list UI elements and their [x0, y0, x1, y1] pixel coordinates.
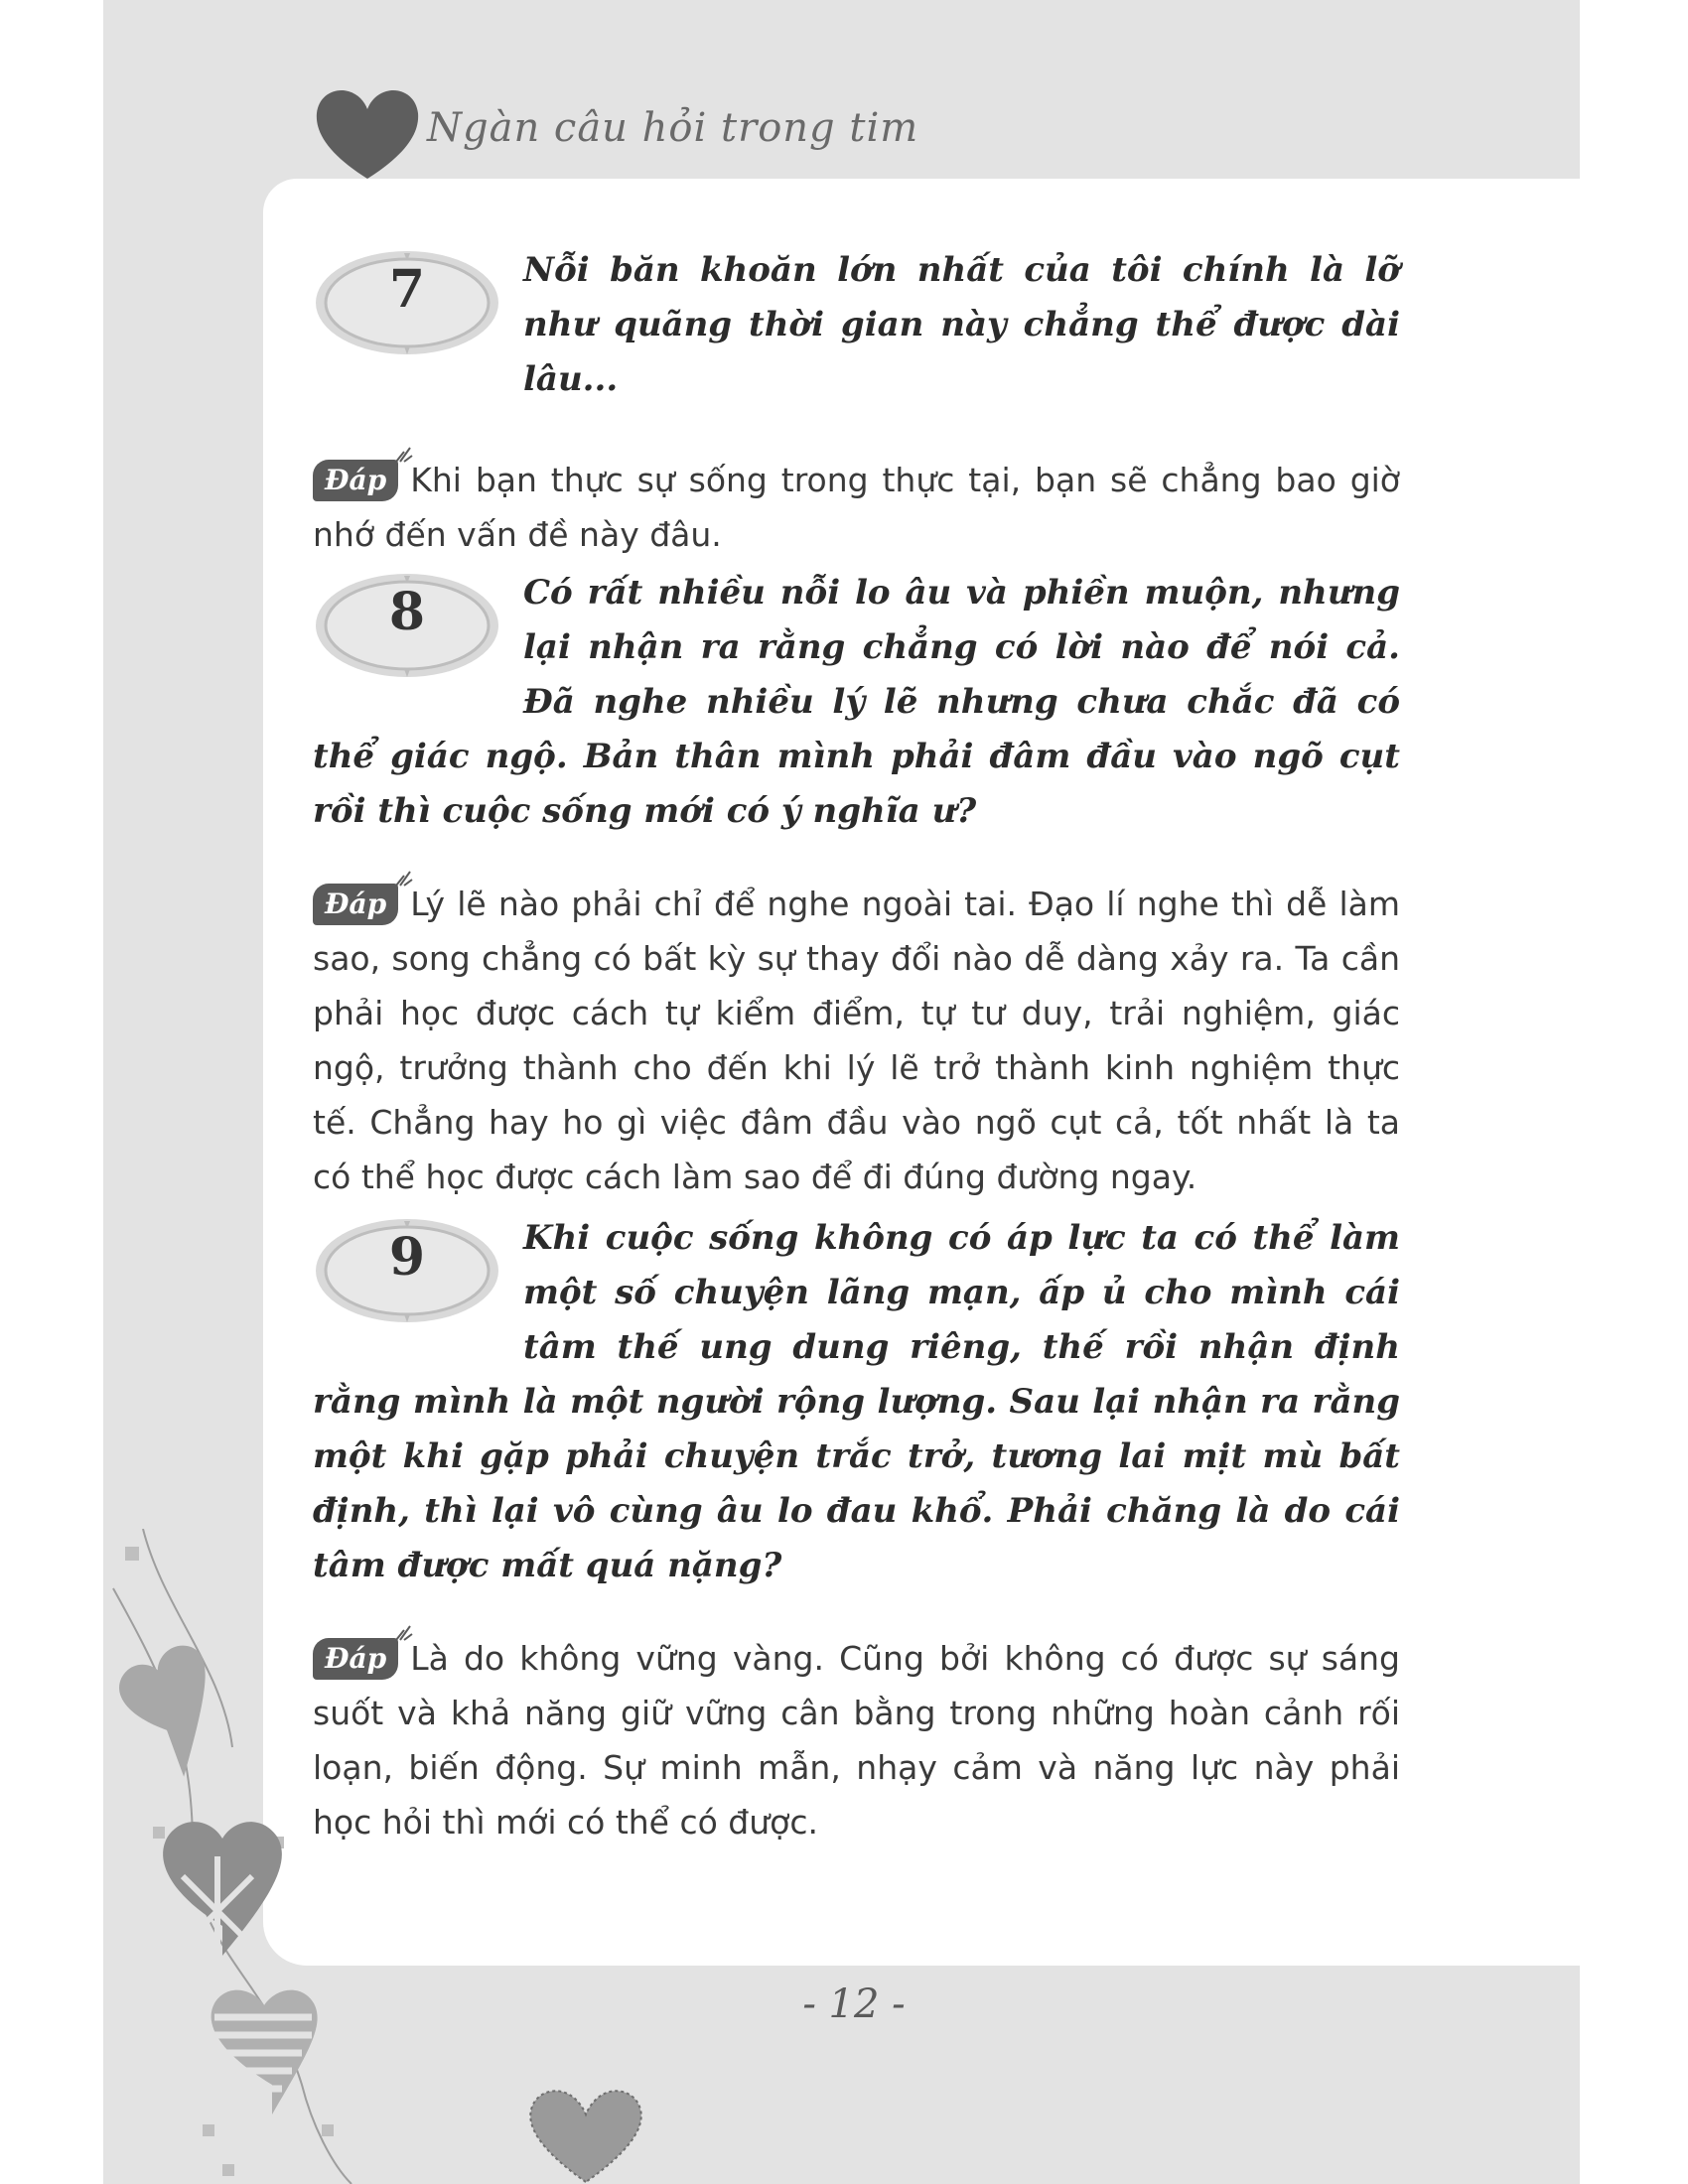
header-title: Ngàn câu hỏi trong tim: [427, 105, 919, 151]
answer-text: Đáp Là do không vững vàng. Cũng bởi không có được sự sáng suốt và khả năng giữ vững cân bằng trong những hoàn cảnh rối loạn, biến động. Sự minh mẫn, nhạy cảm và năng lực này phải học hỏi thì mới có thể có được.: [313, 1631, 1400, 1849]
question-number: 9: [388, 1227, 426, 1288]
question-text: Nỗi băn khoăn lớn nhất của tôi chính là lỡ như quãng thời gian này chẳng thể được dài lâu...: [523, 250, 1400, 399]
question-number-badge: [313, 243, 501, 360]
spark-icon: [394, 868, 414, 887]
question-number: 7: [388, 259, 426, 320]
qa-item: [313, 243, 1400, 562]
answer-text: Đáp Lý lẽ nào phải chỉ để nghe ngoài tai. Đạo lí nghe thì dễ làm sao, song chẳng có bất kỳ sự thay đổi nào dễ dàng xảy ra. Ta cần phải học được cách tự kiểm điểm, tự tư duy, trải nghiệm, giác ngộ, trưởng thành cho đến khi lý lẽ trở thành kinh nghiệm thực tế. Chẳng hay ho gì việc đâm đầu vào ngõ cụt cả, tốt nhất là ta có thể học được cách làm sao để đi đúng đường ngay.: [313, 877, 1400, 1204]
running-header: [313, 87, 1008, 197]
qa-item: [313, 566, 1400, 1204]
answer-label: Đáp: [313, 460, 398, 501]
question-text: Khi cuộc sống không có áp lực ta có thể làm một số chuyện lãng mạn, ấp ủ cho mình cái tâm thế ung dung riêng, thế rồi nhận định rằng mình là một người rộng lượng. Sau lại nhận ra rằng một khi gặp phải chuyện trắc trở, tương lai mịt mù bất định, thì lại vô cùng âu lo đau khổ. Phải chăng là do cái tâm được mất quá nặng?: [313, 1218, 1400, 1585]
answer-text: Đáp Khi bạn thực sự sống trong thực tại, bạn sẽ chẳng bao giờ nhớ đến vấn đề này đâu.: [313, 453, 1400, 562]
question-number: 8: [388, 582, 426, 642]
decorative-hearts: [103, 1529, 461, 2184]
qa-item: [313, 1211, 1400, 1849]
question-text: Có rất nhiều nỗi lo âu và phiền muộn, nhưng lại nhận ra rằng chẳng có lời nào để nói cả. Đã nghe nhiều lý lẽ nhưng chưa chắc đã có thể giác ngộ. Bản thân mình phải đâm đầu vào ngõ cụt rồi thì cuộc sống mới có ý nghĩa ư?: [313, 573, 1400, 831]
spark-icon: [394, 444, 414, 464]
question-number-badge: [313, 1211, 501, 1328]
page-number: - 12 -: [802, 1981, 906, 2027]
decorative-heart-bottom: [516, 2075, 655, 2184]
answer-label: Đáp: [313, 884, 398, 925]
answer-label: Đáp: [313, 1638, 398, 1680]
question-number-badge: [313, 566, 501, 683]
heart-icon: [313, 87, 422, 182]
